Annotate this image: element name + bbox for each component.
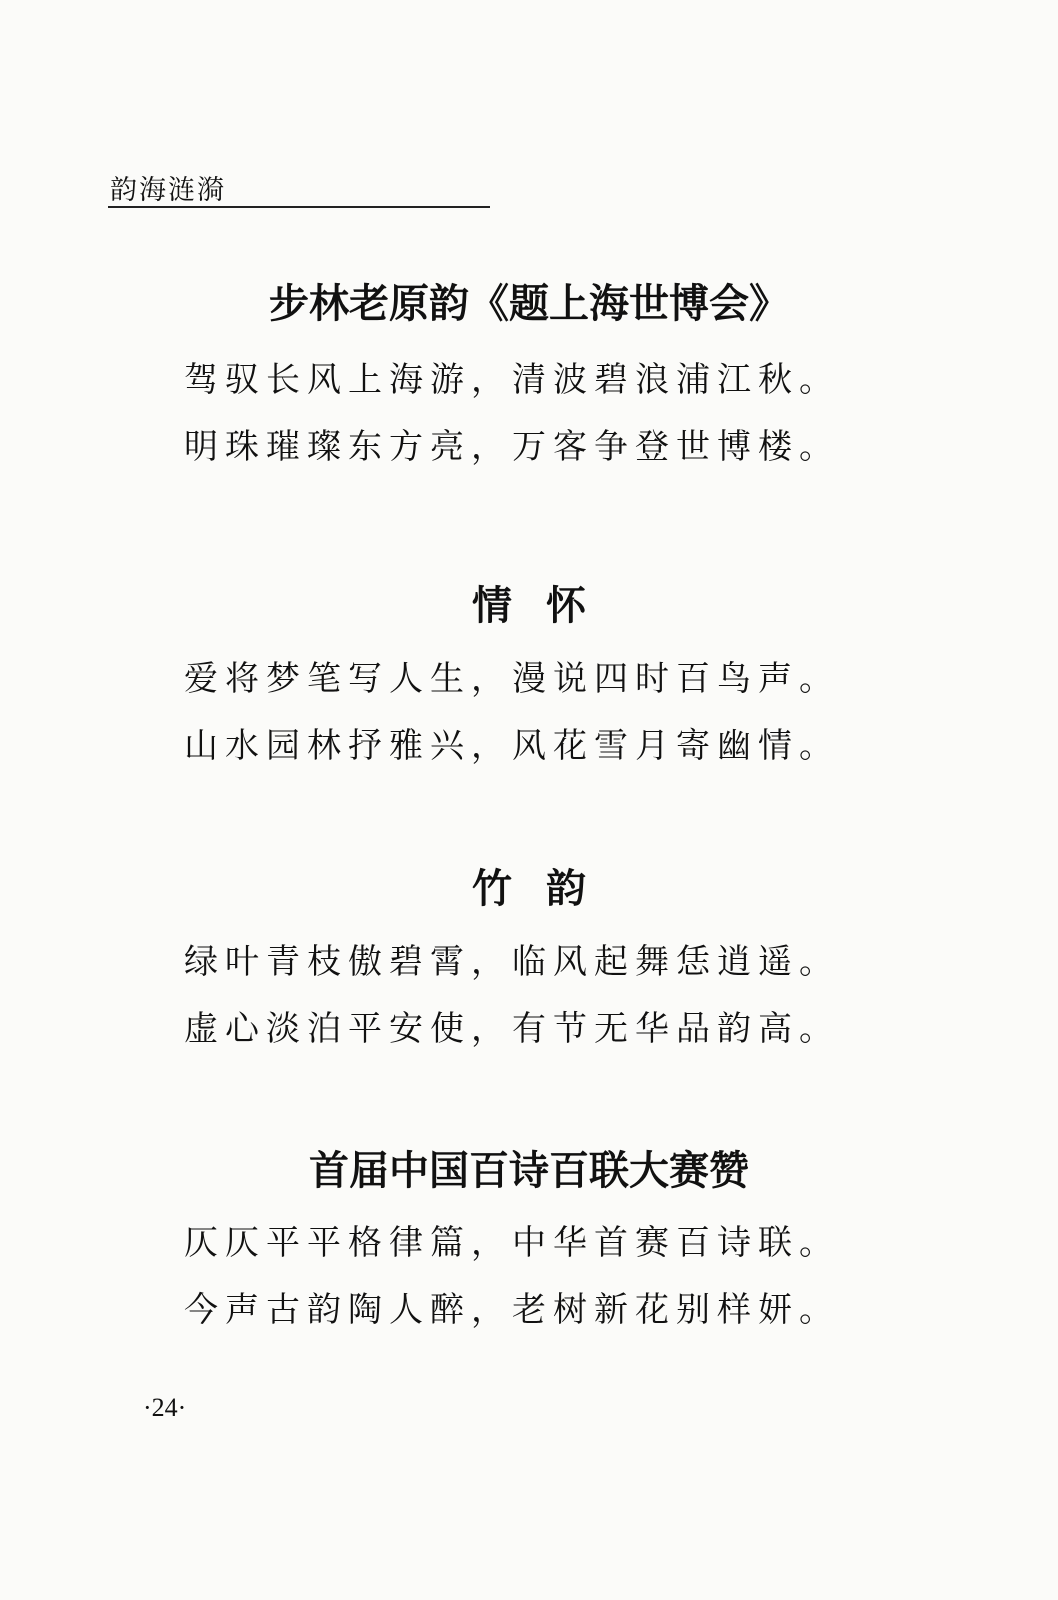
poem-line: 明珠璀璨东方亮，万客争登世博楼。 (184, 427, 840, 467)
poem-title: 首届中国百诗百联大赛赞 (309, 1147, 749, 1194)
poem-line: 山水园林抒雅兴，风花雪月寄幽情。 (184, 726, 840, 766)
page-number: ·24· (143, 1393, 187, 1422)
poem-line: 驾驭长风上海游，清波碧浪浦江秋。 (184, 360, 840, 400)
running-head-rule (108, 206, 490, 208)
poem-title: 情怀 (472, 582, 620, 629)
poem-line: 绿叶青枝傲碧霄，临风起舞恁逍遥。 (184, 942, 840, 982)
poem-line: 仄仄平平格律篇，中华首赛百诗联。 (184, 1223, 840, 1263)
poem-line: 今声古韵陶人醉，老树新花别样妍。 (184, 1290, 840, 1330)
poem-title: 步林老原韵《题上海世博会》 (269, 280, 789, 327)
running-head: 韵海涟漪 (110, 175, 226, 206)
poem-line: 虚心淡泊平安使，有节无华品韵高。 (184, 1009, 840, 1049)
poem-title: 竹韵 (472, 865, 620, 912)
poem-line: 爱将梦笔写人生，漫说四时百鸟声。 (184, 659, 840, 699)
